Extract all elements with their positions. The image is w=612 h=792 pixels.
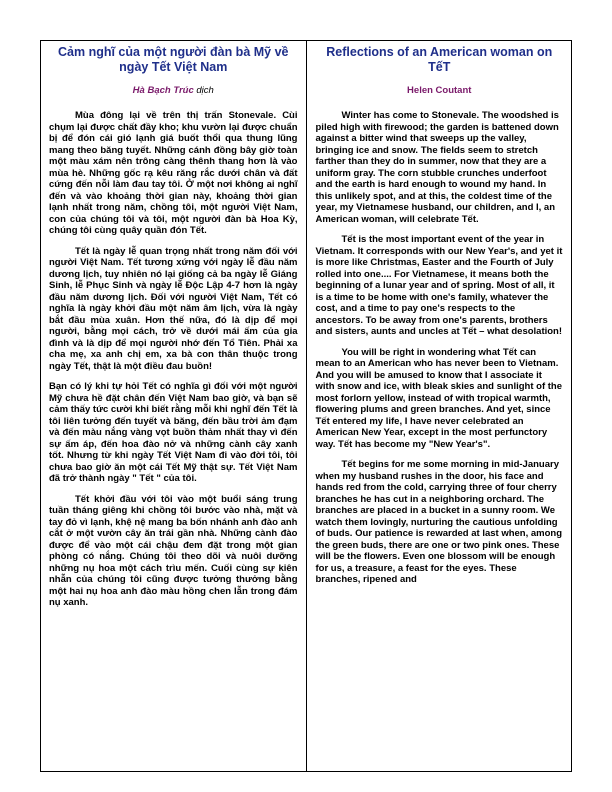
- vietnamese-paragraph-1: Mùa đông lại về trên thị trấn Stonevale. Cùi chụm lại được chất đầy kho; khu vườn lại được chuẩn bị để đón cái gió lạnh giá buốt thổi qua thung lũng mang theo băng tuyết. Những cánh đồng bây giờ toàn một màu xám nên trông càng thênh thang hơn là vào mùa hè. Những gốc rạ kêu răng rắc dưới chân và đất cứng đến nỗi làm đau tay tôi. Ở một nơi không ai nghĩ đến và vào khoảng thời gian này, khoảng thời gian lạnh nhất trong năm, chồng tôi, một người Việt Nam, con của chúng tôi và tôi, một người đàn bà Hoa Kỳ, chúng tôi cùng quây quần đón Tết.: [49, 110, 298, 236]
- translator-credit: [49, 85, 298, 96]
- english-paragraph-1: Winter has come to Stonevale. The woodshed is piled high with firewood; the garden is battened down against a bitter wind that sweeps up the valley, bringing ice and snow. The fields seem to stretch farther than they do in summer, now that they are a uniform gray. The corn stubble crunches underfoot and the earth is hard enough to wound my hand. In this unlikely spot, and at this, the coldest time of the year, my Vietnamese husband, our children, and I, an American woman, will celebrate Tết.: [315, 110, 559, 225]
- vietnamese-column: [41, 41, 307, 771]
- bilingual-article-frame: [40, 40, 572, 772]
- vietnamese-paragraph-4: Tết khởi đầu với tôi vào một buổi sáng trung tuần tháng giêng khi chồng tôi bước vào nhà, mặt và tay đỏ vì lạnh, khệ nệ mang ba bốn nhánh anh đào anh cắt ở một vườn cây ăn trái gần nhà. Những cành đào được để vào một cái chậu đem đặt trong một gian phòng có nắng. Chúng tôi theo dõi và nuôi dưỡng những nụ hoa một cách trìu mến. Cuối cùng sự kiên nhẫn của chúng tôi cũng được tưởng thưởng bằng một hai nụ hoa anh đào màu hồng chen lẫn trong đám nụ xanh.: [49, 493, 298, 608]
- author-credit: [316, 85, 564, 96]
- vietnamese-title: Cảm nghĩ của một người đàn bà Mỹ về ngày Tết Việt Nam: [58, 45, 289, 74]
- english-title: Reflections of an American woman on TếT: [326, 45, 553, 74]
- vietnamese-paragraph-2: Tết là ngày lễ quan trọng nhất trong năm đối với người Việt Nam. Tết tương xứng với ngày lễ đầu năm dương lịch, tuy nhiên nó lại giống cả ba ngày lễ Giáng Sinh, lễ Phục Sinh và ngày lễ Độc Lập 4-7 hơn là ngày đầu năm dương lịch. Đối với người Việt Nam, Tết có nghĩa là ngày khởi đầu một năm âm lịch, vừa là ngày bắt đầu mùa xuân. Hơn thế nữa, đó là dịp để mọi người, bằng mọi cách, trở về dưới mái ấm của gia đình và là dịp để mọi người nhớ đến Tổ Tiên. Phải xa cha mẹ, xa anh chị em, xa bà con thân thuộc trong ngày Tết, thật là một điều đau buồn!: [49, 245, 298, 372]
- english-paragraph-2: Tết is the most important event of the year in Vietnam. It corresponds with our New Year's, and yet it is more like Christmas, Easter and the Fourth of July rolled into one.... For Vietnamese, it means both the beginning of a lunar year and of spring. Most of all, it is a time to be home with one's family, whatever the cost, and a time to pay one's respects to the ancestors. To be away from one's parents, brothers and sisters, aunts and uncles at Tết – what desolation!: [315, 234, 563, 337]
- english-column: [307, 41, 572, 771]
- vietnamese-paragraph-3: Bạn có lý khi tự hỏi Tết có nghĩa gì đối với một người Mỹ chưa hề đặt chân đến Việt Nam bao giờ, và bạn sẽ cảm thấy tức cười khi biết rằng mỗi khi nghĩ đến Tết là tôi liên tưởng đến tuyết và băng, đến bầu trời ảm đạm và đến màu nắng vàng vọt buồn thảm nhất thay vì đến sự ấm áp, đến hoa đào nở và những cành cây xanh tốt. Nhưng từ khi ngày Tết Việt Nam đi vào đời tôi, tôi chưa bao giờ ăn một cái Tết Mỹ thật sự. Tết Việt Nam đã trở thành ngày " Tết " của tôi.: [49, 381, 298, 484]
- english-paragraph-3: You will be right in wondering what Tết can mean to an American who has never been to Vietnam. And you will be amused to know that I associate it with snow and ice, with bleak skies and sunlight of the most forlorn yellow, instead of with tropical warmth, flowering plums and green branches. And yet, since Tết entered my life, I have never celebrated an American New Year, except in the most perfunctory way. Tết has become my "New Year's".: [315, 346, 563, 450]
- author-name: Helen Coutant: [407, 85, 472, 96]
- translator-suffix: dịch: [196, 85, 214, 96]
- translator-name: Hà Bạch Trúc: [132, 85, 194, 96]
- english-paragraph-4: Tết begins for me some morning in mid-January when my husband rushes in the door, his face and hands red from the cold, carrying three of four cherry branches he has cut in a neighboring orchard. The branches are placed in a bucket in a sunny room. We watch them lovingly, nurturing the cautious unfolding of buds. Our patience is rewarded at last when, among the green buds, there are one or two pink ones. These will be the flowers. Even one blossom will be enough for us, a treasure, a feast for the eyes. These branches, ripened and: [315, 459, 563, 585]
